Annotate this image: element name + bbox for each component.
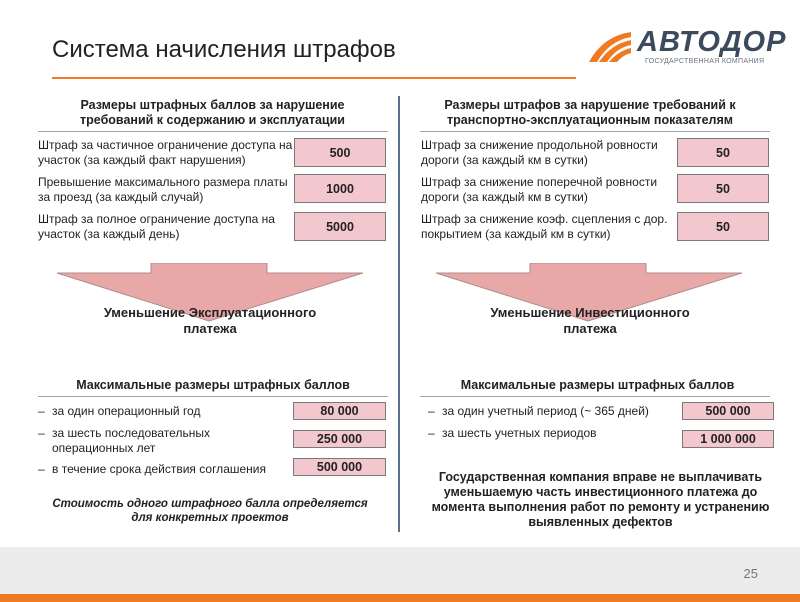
right-max-item-1-text: за один учетный период (~ 365 дней): [442, 404, 649, 418]
footer-accent-bar: [0, 594, 800, 602]
right-item-3-text: Штраф за снижение коэф. сцепления с дор. покрытием (за каждый км в сутки): [421, 212, 668, 241]
right-item-1-text: Штраф за снижение продольной ровности дороги (за каждый км в сутки): [421, 138, 658, 167]
left-max-header: Максимальные размеры штрафных баллов: [76, 378, 350, 392]
bullet-dash: –: [428, 404, 435, 418]
left-header: Размеры штрафных баллов за нарушение требований к содержанию и эксплуатации: [80, 98, 345, 127]
slide-title: Система начисления штрафов: [52, 36, 396, 63]
bullet-dash: –: [38, 426, 45, 440]
bullet-dash: –: [428, 426, 435, 440]
left-item-2-text: Превышение максимального размера платы за проезд (за каждый случай): [38, 175, 288, 204]
left-header-rule: [38, 131, 388, 132]
left-item-3-text: Штраф за полное ограничение доступа на участок (за каждый день): [38, 212, 275, 241]
right-reduction-label: Уменьшение Инвестиционного платежа: [490, 305, 690, 336]
left-note: Стоимость одного штрафного балла определяется для конкретных проектов: [52, 498, 368, 524]
bullet-dash: –: [38, 404, 45, 418]
left-max-item-1-value: 80 000: [293, 402, 386, 420]
bullet-dash: –: [38, 462, 45, 476]
right-max-header: Максимальные размеры штрафных баллов: [460, 378, 735, 392]
title-underline: [52, 77, 576, 79]
right-header: Размеры штрафов за нарушение требований к транспортно-эксплуатационным показателям: [444, 98, 736, 127]
footer-band: [0, 547, 800, 594]
left-max-rule: [38, 396, 388, 397]
page-number: 25: [743, 566, 758, 581]
logo-name: АВТОДОР: [637, 26, 787, 58]
avtodor-logo: [585, 28, 785, 72]
right-item-1-value: 50: [677, 138, 769, 167]
right-max-item-1-value: 500 000: [682, 402, 774, 420]
logo-subtitle: ГОСУДАРСТВЕННАЯ КОМПАНИЯ: [645, 58, 765, 65]
left-max-item-3-text: в течение срока действия соглашения: [52, 462, 266, 476]
right-item-3-value: 50: [677, 212, 769, 241]
left-item-1-text: Штраф за частичное ограничение доступа на участок (за каждый факт нарушения): [38, 138, 293, 167]
right-max-item-2-text: за шесть учетных периодов: [442, 426, 597, 440]
left-item-1-value: 500: [294, 138, 386, 167]
left-item-2-value: 1000: [294, 174, 386, 203]
right-max-item-2-value: 1 000 000: [682, 430, 774, 448]
right-item-2-value: 50: [677, 174, 769, 203]
right-max-rule: [420, 396, 770, 397]
column-divider: [398, 96, 400, 532]
right-item-2-text: Штраф за снижение поперечной ровности дороги (за каждый км в сутки): [421, 175, 658, 204]
left-item-3-value: 5000: [294, 212, 386, 241]
left-max-item-2-value: 250 000: [293, 430, 386, 448]
right-note: Государственная компания вправе не выплачивать уменьшаемую часть инвестиционного платежа до момента выполнения работ по ремонту и устранению выявленных дефектов: [431, 470, 770, 529]
logo-stripes-icon: [585, 28, 635, 68]
left-max-item-3-value: 500 000: [293, 458, 386, 476]
left-reduction-label: Уменьшение Эксплуатационного платежа: [103, 305, 317, 336]
right-header-rule: [420, 131, 770, 132]
left-max-item-1-text: за один операционный год: [52, 404, 201, 418]
left-max-item-2-text: за шесть последовательных операционных лет: [52, 426, 210, 455]
